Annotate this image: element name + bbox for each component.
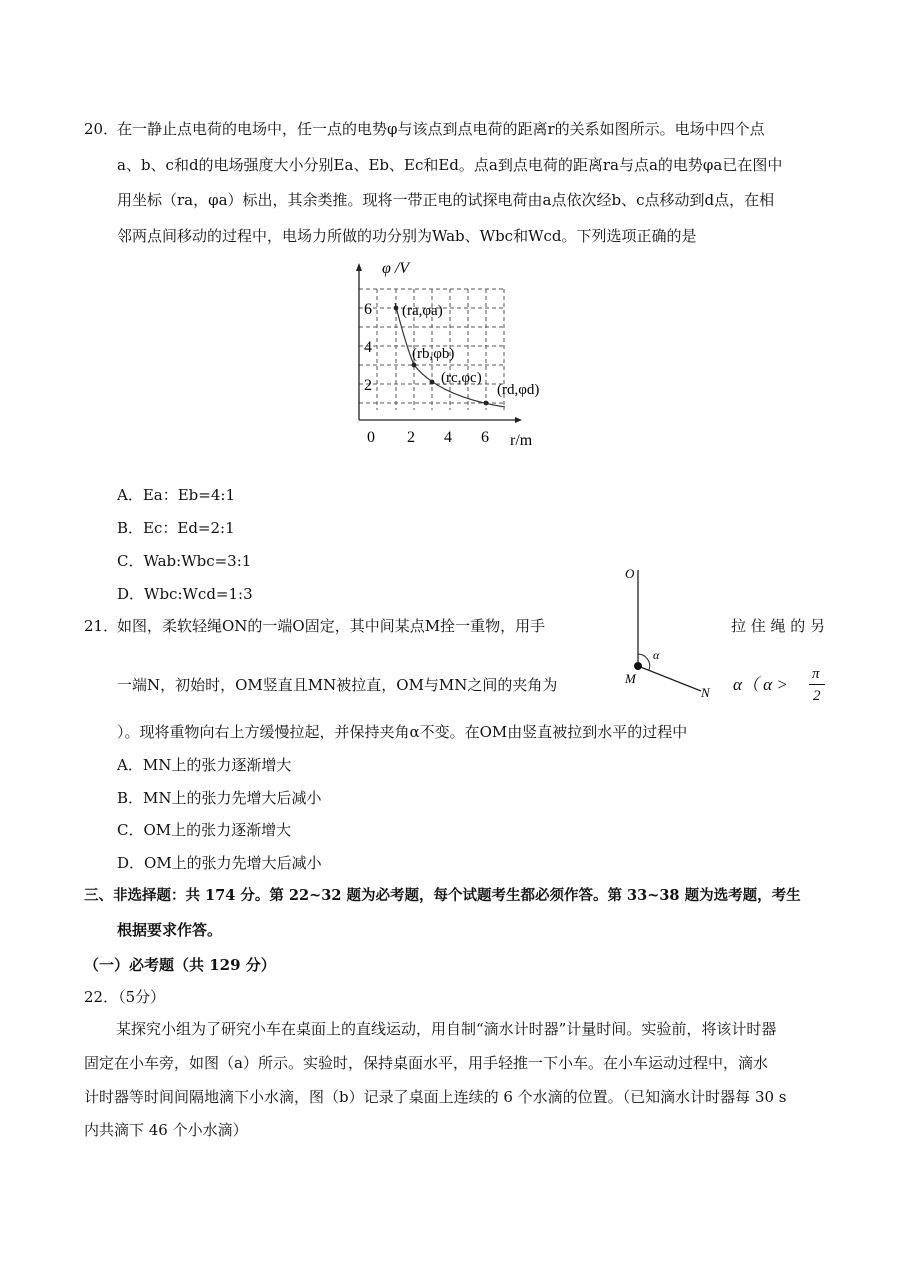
q20-number: 20． — [84, 120, 119, 138]
section-3-subheading: （一）必考题（共 129 分） — [84, 956, 276, 974]
q22-line-2: 固定在小车旁，如图（a）所示。实验时，保持桌面水平，用手轻推一下小车。在小车运动过程中，滴水 — [84, 1054, 768, 1072]
q21-alpha-condition: α（ α > — [733, 675, 788, 694]
q20-option-c[interactable]: C．Wab:Wbc=3:1 — [117, 552, 252, 570]
rope-mn — [638, 666, 701, 691]
q20-option-b[interactable]: B．Ec：Ed=2:1 — [117, 519, 235, 537]
q21-line-3: ）。现将重物向右上方缓慢拉起，并保持夹角α不变。在OM由竖直被拉到水平的过程中 — [117, 723, 688, 741]
q21-number: 21． — [84, 617, 119, 635]
q20-option-a[interactable]: A．Ea：Eb=4:1 — [117, 486, 235, 504]
r-axis-arrow — [515, 417, 522, 423]
q20-line-3: 用坐标（ra，φa）标出，其余类推。现将一带正电的试探电荷由a点依次经b、c点移动到d点，在相 — [117, 191, 775, 209]
q20-line-1: 在一静止点电荷的电场中，任一点的电势φ与该点到点电荷的距离r的关系如图所示。电场中四个点 — [117, 120, 765, 138]
label-m: M — [625, 671, 636, 686]
fraction-denominator: 2 — [813, 688, 821, 704]
q21-line-1: 如图，柔软轻绳ON的一端O固定，其中间某点M拴一重物，用手 — [117, 617, 546, 635]
section-3-line-1: 三、非选择题：共 174 分。第 22~32 题为必考题，每个试题考生都必须作答。第 33~38 题为选考题，考生 — [84, 887, 801, 904]
q21-option-c[interactable]: C．OM上的张力逐渐增大 — [117, 821, 292, 839]
fraction-numerator: π — [812, 666, 820, 682]
q21-line-1-right: 拉 住 绳 的 另 — [731, 617, 826, 635]
q21-option-d[interactable]: D．OM上的张力先增大后减小 — [117, 854, 322, 872]
y-tick-2: 2 — [364, 377, 372, 394]
label-alpha: α — [653, 648, 660, 662]
q22-line-1: 某探究小组为了研究小车在桌面上的直线运动，用自制“滴水计时器”计量时间。实验前，将该计时器 — [116, 1020, 777, 1038]
x-tick-6: 6 — [481, 429, 489, 446]
label-point-b: (rb,φb) — [412, 346, 455, 362]
x-tick-2: 2 — [407, 429, 415, 446]
label-point-c: (rc,φc) — [441, 370, 482, 386]
q20-line-2: a、b、c和d的电场强度大小分别Ea、Eb、Ec和Ed。点a到点电荷的距离ra与点a的电势φa已在图中 — [117, 156, 783, 174]
q21-option-b[interactable]: B．MN上的张力先增大后减小 — [117, 789, 322, 807]
potential-distance-graph — [340, 255, 560, 455]
rope-diagram — [615, 560, 725, 700]
origin-label: 0 — [367, 429, 375, 446]
phi-axis-label: φ /V — [382, 260, 410, 277]
q22-line-4: 内共滴下 46 个小水滴） — [84, 1121, 248, 1139]
point-a — [394, 306, 399, 311]
fraction-bar — [809, 684, 825, 685]
point-b — [412, 363, 417, 368]
point-d — [484, 401, 489, 406]
q22-header: 22．（5分） — [84, 988, 166, 1006]
y-tick-6: 6 — [364, 301, 372, 318]
q20-line-4: 邻两点间移动的过程中，电场力所做的功分别为Wab、Wbc和Wcd。下列选项正确的是 — [117, 227, 697, 245]
label-n: N — [701, 685, 710, 700]
y-tick-4: 4 — [364, 339, 372, 356]
section-3-line-2: 根据要求作答。 — [117, 921, 223, 939]
q22-line-3: 计时器等时间间隔地滴下小水滴，图（b）记录了桌面上连续的 6 个水滴的位置。（已知滴水计时器每 30 s — [84, 1088, 787, 1106]
q20-option-d[interactable]: D．Wbc:Wcd=1:3 — [117, 585, 253, 603]
point-c — [430, 380, 435, 385]
label-o: O — [625, 566, 635, 581]
q21-option-a[interactable]: A．MN上的张力逐渐增大 — [117, 756, 292, 774]
r-axis-label: r/m — [510, 432, 533, 449]
x-tick-4: 4 — [444, 429, 452, 446]
q21-line-2: 一端N，初始时，OM竖直且MN被拉直，OM与MN之间的夹角为 — [117, 676, 558, 694]
phi-axis-arrow — [356, 263, 362, 271]
label-point-d: (rd,φd) — [497, 382, 540, 398]
graph-axes — [356, 263, 522, 423]
label-point-a: (ra,φa) — [402, 303, 443, 319]
weight-point-m — [634, 662, 642, 670]
